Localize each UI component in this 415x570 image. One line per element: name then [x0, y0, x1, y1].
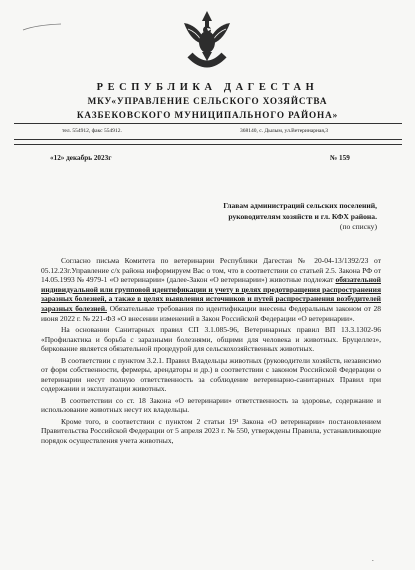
- letter-body: [41, 256, 381, 447]
- contacts-bar: [14, 123, 402, 145]
- letter-number: № 159: [330, 154, 350, 162]
- paragraph-1: [41, 256, 381, 323]
- trailing-mark: .: [372, 555, 374, 563]
- letter-date: «12» декабрь 2023г: [50, 154, 112, 162]
- paragraph-5: Кроме того, в соответствии с пунктом 2 статьи 19¹ Закона «О ветеринарии» постановлением Правительства Российской Федерации от 5 апреля 2023 г. № 550, утверждены Правила, устанавливающие порядок осуществления учета животных,: [41, 416, 381, 445]
- paragraph-4: В соответствии со ст. 18 Закона «О ветеринарии» ответственность за здоровье, содержание и использование животных несут их владельцы.: [41, 395, 381, 415]
- postal-address: 368140, с. Дылым, ул.Ветеринарная,3: [240, 128, 329, 134]
- recipient-block: [167, 201, 377, 233]
- organization-name-line1: МКУ«УПРАВЛЕНИЕ СЕЛЬСКОГО ХОЗЯЙСТВА: [87, 96, 328, 106]
- paragraph-2: На основании Санитарных правил СП 3.1.085-96, Ветеринарных правил ВП 13.3.1302-96 «Профилактика и борьба с заразными болезнями, общими для человека и животных. Бруцеллез», биркование является обязательной процедурой для сельскохозяйственных животных.: [41, 324, 381, 354]
- phone-fax: тел. 554912, факс 554912.: [62, 128, 122, 134]
- handwritten-pen-mark: [22, 22, 62, 32]
- letterhead: [0, 82, 415, 121]
- contacts-inner-rule: [14, 126, 402, 140]
- paragraph-1-start: Согласно письма Комитета по ветеринарии Республики Дагестан № 20-04-13/1392/23 от 05.12.23г.Управление с/х района информируем Вас о том, что в соответствии со статьей 2.5. Закона РФ от 14.05.1993 № 4979-1 «О ветеринарии» (далее-Закон «О ветеринарии») животные подлежат: [41, 256, 381, 285]
- recipient-line1: Главам администраций сельских поселений,: [223, 201, 377, 210]
- district-emblem-icon: [176, 5, 238, 75]
- paragraph-1-end: Обязательные требования по идентификации внесены Федеральным законом от 28 июня 2022 г. № 221-ФЗ «О внесении изменений в Закон Российской Федерации «О ветеринарии».: [41, 303, 382, 323]
- recipient-line2: руководителям хозяйств и гл. КФХ района.: [228, 211, 377, 221]
- republic-title: РЕСПУБЛИКА ДАГЕСТАН: [96, 82, 319, 93]
- paragraph-3: В соответствии с пунктом 3.2.1. Правил Владельцы животных (руководители хозяйств, независимо от форм собственности, фермеры, арендаторы и др.) в соответствии с законом Российской Федерации о ветеринарии несут полную ответственность за соблюдение ветеринарно-санитарных Правил при содержании и эксплуатации животных.: [41, 355, 381, 394]
- recipient-line3: (по списку): [339, 222, 377, 231]
- paragraph-1-emphasis: обязательной индивидуальной или групповой идентификации и учету в целях предотвращения распространения заразных болезней, а также в целях выявления источников и путей распространения возбудителей заразных болезней.: [41, 275, 381, 313]
- organization-name-line2: КАЗБЕКОВСКОГО МУНИЦИПАЛЬНОГО РАЙОНА»: [76, 110, 339, 120]
